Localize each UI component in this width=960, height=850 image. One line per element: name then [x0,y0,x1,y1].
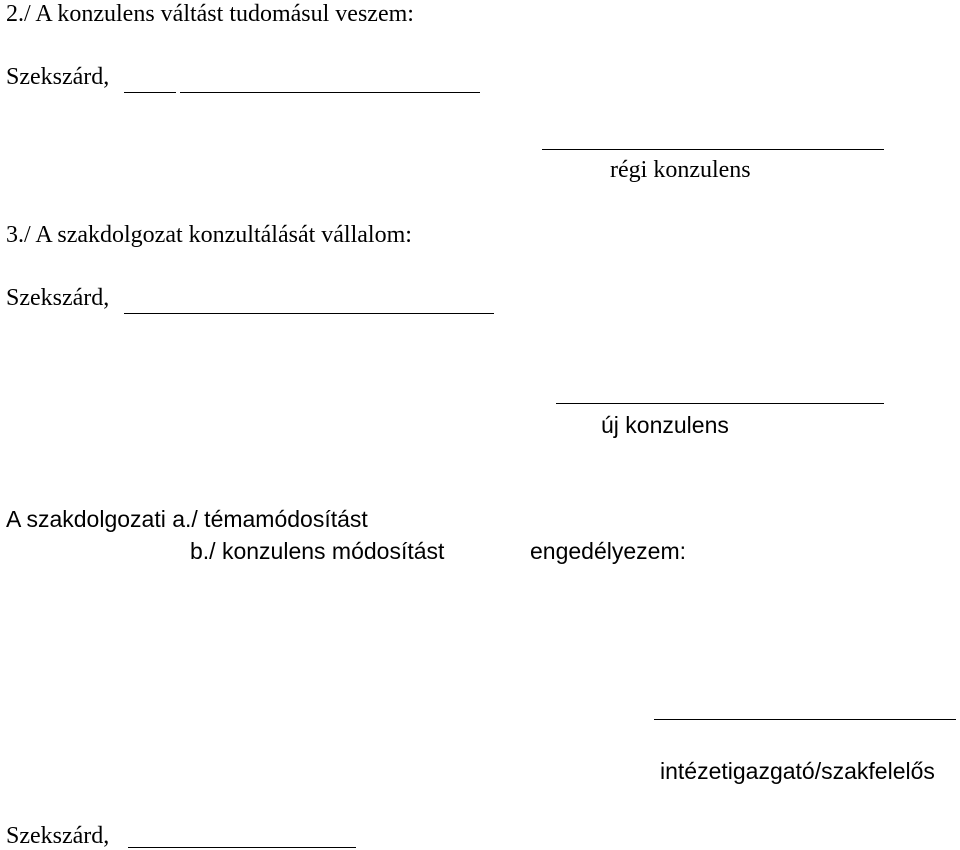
approval-verb: engedélyezem: [530,538,686,564]
section-2-date-line [180,92,480,93]
new-consultant-signature-line [556,403,884,404]
old-consultant-signature-line [542,149,884,150]
new-consultant-label: új konzulens [601,412,729,438]
approval-date-line [128,847,356,848]
approval-option-b: b./ konzulens módosítást [190,538,445,564]
approval-city: Szekszárd, [6,823,110,849]
section-3-date-line [124,313,494,314]
section-2-heading: 2./ A konzulens váltást tudomásul veszem: [6,1,414,27]
section-2-city: Szekszárd, [6,64,110,90]
old-consultant-label: régi konzulens [610,157,751,183]
section-3-city: Szekszárd, [6,285,110,311]
director-signature-line [654,719,956,720]
section-2-date-line-short [124,92,176,93]
approval-intro: A szakdolgozati a./ témamódosítást [6,506,368,532]
section-3-heading: 3./ A szakdolgozat konzultálását vállalom: [6,222,412,248]
director-label: intézetigazgató/szakfelelős [660,758,935,784]
